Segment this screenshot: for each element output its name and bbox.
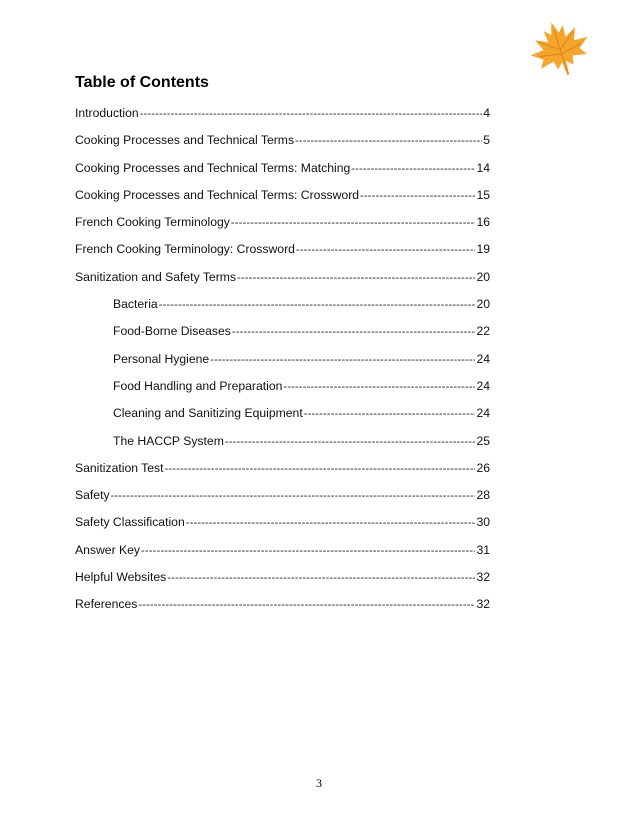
toc-dot-leader <box>360 190 475 202</box>
toc-dot-leader <box>140 108 483 120</box>
table-of-contents <box>75 106 490 625</box>
toc-entry-label: Answer Key <box>75 542 141 557</box>
toc-dot-leader <box>167 572 475 584</box>
toc-entry-label: Cooking Processes and Technical Terms: Crossword <box>75 187 360 202</box>
toc-entry-page: 5 <box>483 133 490 148</box>
toc-entry[interactable] <box>75 543 490 570</box>
toc-entry-label: Cooking Processes and Technical Terms <box>75 133 295 148</box>
toc-entry[interactable] <box>75 434 490 461</box>
toc-entry-page: 25 <box>476 433 490 448</box>
toc-dot-leader <box>210 354 475 366</box>
toc-entry-page: 14 <box>476 160 490 175</box>
toc-entry-label: French Cooking Terminology: Crossword <box>75 242 295 257</box>
toc-entry[interactable] <box>75 133 490 160</box>
toc-dot-leader <box>159 299 476 311</box>
toc-entry-page: 4 <box>483 106 490 120</box>
toc-dot-leader <box>232 326 476 338</box>
toc-entry-page: 16 <box>476 215 490 230</box>
toc-dot-leader <box>231 217 476 229</box>
toc-entry-label: Personal Hygiene <box>113 351 210 366</box>
toc-entry-label: Sanitization and Safety Terms <box>75 269 237 284</box>
toc-entry-page: 22 <box>476 324 490 339</box>
toc-dot-leader <box>165 463 476 475</box>
toc-entry-label: French Cooking Terminology <box>75 215 230 230</box>
toc-dot-leader <box>296 244 476 256</box>
toc-dot-leader <box>138 599 475 611</box>
toc-dot-leader <box>237 272 475 284</box>
page-number: 3 <box>316 776 322 790</box>
toc-entry-label: Food-Borne Diseases <box>113 324 231 339</box>
toc-dot-leader <box>186 517 476 529</box>
toc-dot-leader <box>283 381 475 393</box>
toc-entry[interactable] <box>75 597 490 624</box>
page-title: Table of Contents <box>75 74 209 91</box>
toc-entry-page: 20 <box>476 297 490 312</box>
toc-entry[interactable] <box>75 242 490 269</box>
toc-dot-leader <box>351 163 475 175</box>
toc-entry[interactable] <box>75 488 490 515</box>
toc-entry-page: 31 <box>476 542 490 557</box>
maple-leaf-icon <box>524 18 596 80</box>
toc-entry-page: 26 <box>476 460 490 475</box>
toc-entry[interactable] <box>75 379 490 406</box>
toc-entry-page: 15 <box>476 187 490 202</box>
toc-entry[interactable] <box>75 270 490 297</box>
toc-entry[interactable] <box>75 324 490 351</box>
toc-entry-label: Food Handling and Preparation <box>113 378 283 393</box>
toc-entry-page: 32 <box>476 597 490 612</box>
toc-entry-label: Cooking Processes and Technical Terms: Matching <box>75 160 351 175</box>
toc-entry[interactable] <box>75 461 490 488</box>
toc-dot-leader <box>295 135 482 147</box>
toc-dot-leader <box>304 408 476 420</box>
toc-entry[interactable] <box>75 406 490 433</box>
toc-entry-label: Sanitization Test <box>75 460 164 475</box>
toc-entry[interactable] <box>75 188 490 215</box>
toc-entry[interactable] <box>75 106 490 133</box>
toc-entry[interactable] <box>75 570 490 597</box>
toc-entry[interactable] <box>75 161 490 188</box>
toc-entry-label: The HACCP System <box>113 433 224 448</box>
toc-entry[interactable] <box>75 352 490 379</box>
toc-entry-page: 24 <box>476 406 490 421</box>
toc-entry-label: Safety Classification <box>75 515 185 530</box>
toc-entry[interactable] <box>75 297 490 324</box>
toc-entry[interactable] <box>75 215 490 242</box>
toc-entry-label: Helpful Websites <box>75 570 167 585</box>
toc-entry-page: 24 <box>476 378 490 393</box>
toc-entry-page: 32 <box>476 570 490 585</box>
toc-entry-page: 28 <box>476 488 490 503</box>
toc-entry-page: 19 <box>476 242 490 257</box>
toc-entry-label: Introduction <box>75 106 139 120</box>
toc-dot-leader <box>225 436 476 448</box>
toc-entry-label: Cleaning and Sanitizing Equipment <box>113 406 303 421</box>
toc-entry[interactable] <box>75 515 490 542</box>
toc-entry-label: References <box>75 597 138 612</box>
toc-dot-leader <box>111 490 476 502</box>
toc-dot-leader <box>141 545 475 557</box>
toc-entry-page: 20 <box>476 269 490 284</box>
toc-entry-label: Bacteria <box>113 297 158 312</box>
toc-entry-page: 24 <box>476 351 490 366</box>
toc-entry-label: Safety <box>75 488 110 503</box>
toc-entry-page: 30 <box>476 515 490 530</box>
